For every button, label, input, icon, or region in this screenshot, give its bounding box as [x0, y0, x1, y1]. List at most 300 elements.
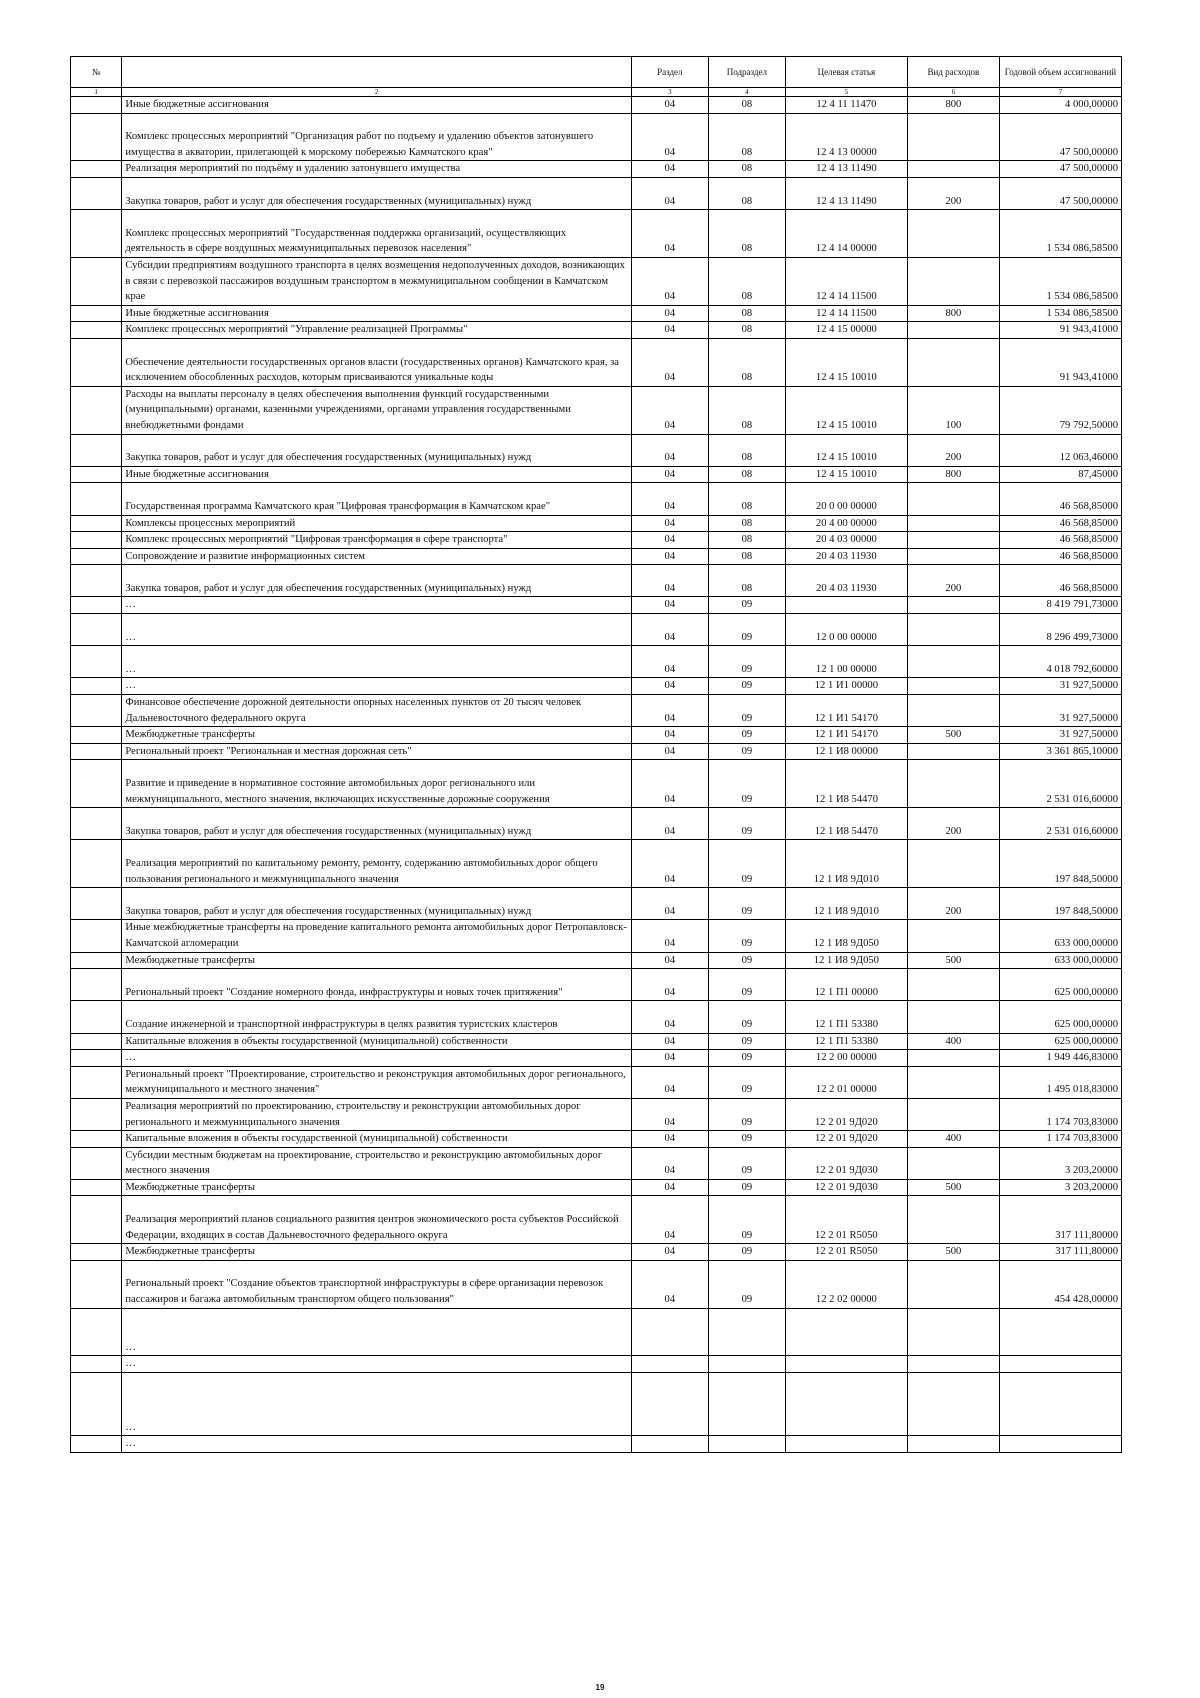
row-razdel: 04: [631, 1001, 708, 1033]
row-target-article: 12 4 15 10010: [785, 466, 907, 483]
row-amount: 1 174 703,83000: [999, 1098, 1121, 1130]
row-number: [71, 434, 122, 466]
row-razdel: 04: [631, 614, 708, 646]
row-amount: 1 949 446,83000: [999, 1050, 1121, 1067]
row-podrazdel: 08: [708, 466, 785, 483]
row-podrazdel: 09: [708, 760, 785, 808]
row-podrazdel: 09: [708, 808, 785, 840]
table-row: [71, 760, 1122, 808]
row-number: [71, 760, 122, 808]
table-body: [71, 97, 1122, 1453]
row-razdel: 04: [631, 97, 708, 114]
table-row: [71, 1244, 1122, 1261]
row-amount: 1 174 703,83000: [999, 1131, 1121, 1148]
row-expense-type: [907, 161, 999, 178]
row-target-article: 12 1 И8 9Д010: [785, 888, 907, 920]
row-expense-type: [907, 1050, 999, 1067]
row-name: …: [122, 1308, 631, 1356]
row-name: Межбюджетные трансферты: [122, 952, 631, 969]
row-expense-type: 800: [907, 305, 999, 322]
row-razdel: 04: [631, 695, 708, 727]
row-expense-type: [907, 969, 999, 1001]
table-row: [71, 614, 1122, 646]
row-amount: [999, 1308, 1121, 1356]
row-expense-type: 500: [907, 727, 999, 744]
row-name: Обеспечение деятельности государственных органов власти (государственных органов) Камчатского края, за исключением обособленных расходов, которым присваиваются уникальные коды: [122, 338, 631, 386]
row-podrazdel: 09: [708, 743, 785, 760]
row-target-article: 12 4 15 00000: [785, 322, 907, 339]
budget-table: [70, 56, 1122, 1453]
row-expense-type: 100: [907, 386, 999, 434]
row-amount: 454 428,00000: [999, 1260, 1121, 1308]
row-number: [71, 1196, 122, 1244]
row-podrazdel: 08: [708, 515, 785, 532]
row-name: …: [122, 1373, 631, 1436]
table-row: [71, 888, 1122, 920]
row-amount: 633 000,00000: [999, 952, 1121, 969]
row-target-article: 12 2 01 9Д020: [785, 1098, 907, 1130]
row-razdel: 04: [631, 532, 708, 549]
table-row: [71, 210, 1122, 258]
row-number: [71, 1373, 122, 1436]
row-razdel: 04: [631, 1131, 708, 1148]
row-target-article: 20 4 03 11930: [785, 548, 907, 565]
row-target-article: 12 1 И8 00000: [785, 743, 907, 760]
row-amount: 317 111,80000: [999, 1196, 1121, 1244]
row-expense-type: [907, 597, 999, 614]
row-expense-type: [907, 743, 999, 760]
row-amount: 46 568,85000: [999, 515, 1121, 532]
row-number: [71, 952, 122, 969]
row-podrazdel: 09: [708, 1050, 785, 1067]
table-row: [71, 548, 1122, 565]
row-amount: 91 943,41000: [999, 322, 1121, 339]
row-amount: 3 361 865,10000: [999, 743, 1121, 760]
row-amount: 2 531 016,60000: [999, 808, 1121, 840]
row-amount: [999, 1373, 1121, 1436]
row-target-article: 12 4 13 11490: [785, 161, 907, 178]
row-amount: 1 534 086,58500: [999, 305, 1121, 322]
row-name: …: [122, 597, 631, 614]
row-podrazdel: 09: [708, 969, 785, 1001]
row-number: [71, 113, 122, 161]
row-podrazdel: 09: [708, 1196, 785, 1244]
row-number: [71, 565, 122, 597]
row-amount: 625 000,00000: [999, 969, 1121, 1001]
row-expense-type: [907, 840, 999, 888]
table-row: [71, 565, 1122, 597]
table-row: [71, 532, 1122, 549]
row-podrazdel: 08: [708, 113, 785, 161]
row-podrazdel: [708, 1436, 785, 1453]
row-target-article: 12 2 01 R5050: [785, 1196, 907, 1244]
row-amount: 625 000,00000: [999, 1001, 1121, 1033]
row-name: Субсидии предприятиям воздушного транспорта в целях возмещения недополученных доходов, возникающих в связи с перевозкой пассажиров воздушным транспортом в межмуниципальном сообщении в Камчатском крае: [122, 257, 631, 305]
row-razdel: [631, 1356, 708, 1373]
row-expense-type: [907, 1066, 999, 1098]
table-row: [71, 1308, 1122, 1356]
row-razdel: 04: [631, 322, 708, 339]
header-podrazdel: Подраздел: [708, 57, 785, 88]
row-podrazdel: 08: [708, 386, 785, 434]
row-expense-type: 800: [907, 97, 999, 114]
row-number: [71, 1356, 122, 1373]
row-podrazdel: 08: [708, 97, 785, 114]
row-expense-type: [907, 322, 999, 339]
row-number: [71, 386, 122, 434]
row-podrazdel: [708, 1356, 785, 1373]
table-row: [71, 1066, 1122, 1098]
row-podrazdel: 08: [708, 565, 785, 597]
row-expense-type: [907, 1098, 999, 1130]
row-target-article: 12 1 И8 9Д010: [785, 840, 907, 888]
row-target-article: [785, 1308, 907, 1356]
table-row: [71, 483, 1122, 515]
row-expense-type: 400: [907, 1033, 999, 1050]
row-expense-type: 200: [907, 888, 999, 920]
column-index: 6: [907, 88, 999, 97]
row-name: Комплекс процессных мероприятий "Организация работ по подъему и удалению объектов затонувшего имущества в акватории, прилегающей к морскому побережью Камчатского края": [122, 113, 631, 161]
row-podrazdel: 09: [708, 614, 785, 646]
row-number: [71, 727, 122, 744]
row-razdel: [631, 1373, 708, 1436]
row-number: [71, 840, 122, 888]
row-target-article: 12 2 02 00000: [785, 1260, 907, 1308]
row-number: [71, 338, 122, 386]
row-target-article: 20 4 03 00000: [785, 532, 907, 549]
row-number: [71, 1033, 122, 1050]
row-razdel: 04: [631, 969, 708, 1001]
row-expense-type: [907, 646, 999, 678]
row-name: Комплекс процессных мероприятий "Управление реализацией Программы": [122, 322, 631, 339]
row-expense-type: [907, 338, 999, 386]
row-razdel: 04: [631, 727, 708, 744]
row-name: Закупка товаров, работ и услуг для обеспечения государственных (муниципальных) нужд: [122, 434, 631, 466]
row-name: Закупка товаров, работ и услуг для обеспечения государственных (муниципальных) нужд: [122, 808, 631, 840]
table-row: [71, 743, 1122, 760]
row-name: …: [122, 1436, 631, 1453]
row-amount: 3 203,20000: [999, 1147, 1121, 1179]
row-name: Региональный проект "Проектирование, строительство и реконструкция автомобильных дорог регионального, межмуниципального и местного значения": [122, 1066, 631, 1098]
column-index: 5: [785, 88, 907, 97]
row-amount: [999, 1436, 1121, 1453]
row-expense-type: [907, 1196, 999, 1244]
column-index-row: [71, 88, 1122, 97]
row-razdel: 04: [631, 515, 708, 532]
row-expense-type: [907, 1147, 999, 1179]
row-amount: 197 848,50000: [999, 840, 1121, 888]
row-name: Реализация мероприятий по подъёму и удалению затонувшего имущества: [122, 161, 631, 178]
table-row: [71, 1356, 1122, 1373]
table-row: [71, 920, 1122, 952]
row-razdel: 04: [631, 597, 708, 614]
table-row: [71, 1373, 1122, 1436]
row-amount: 87,45000: [999, 466, 1121, 483]
row-number: [71, 1308, 122, 1356]
row-target-article: 12 4 13 11490: [785, 177, 907, 209]
row-expense-type: [907, 1001, 999, 1033]
row-amount: 625 000,00000: [999, 1033, 1121, 1050]
row-target-article: 20 0 00 00000: [785, 483, 907, 515]
row-amount: 1 495 018,83000: [999, 1066, 1121, 1098]
table-row: [71, 1196, 1122, 1244]
row-razdel: 04: [631, 743, 708, 760]
row-razdel: 04: [631, 888, 708, 920]
row-name: Субсидии местным бюджетам на проектирование, строительство и реконструкцию автомобильных дорог местного значения: [122, 1147, 631, 1179]
row-podrazdel: 08: [708, 338, 785, 386]
table-row: [71, 678, 1122, 695]
row-amount: 46 568,85000: [999, 483, 1121, 515]
row-podrazdel: 09: [708, 646, 785, 678]
row-name: Иные бюджетные ассигнования: [122, 305, 631, 322]
row-podrazdel: 09: [708, 920, 785, 952]
row-razdel: 04: [631, 210, 708, 258]
column-index: 4: [708, 88, 785, 97]
row-podrazdel: 09: [708, 695, 785, 727]
row-name: Закупка товаров, работ и услуг для обеспечения государственных (муниципальных) нужд: [122, 888, 631, 920]
row-number: [71, 597, 122, 614]
row-razdel: 04: [631, 305, 708, 322]
row-amount: 31 927,50000: [999, 678, 1121, 695]
row-target-article: 12 2 01 00000: [785, 1066, 907, 1098]
row-number: [71, 257, 122, 305]
row-expense-type: [907, 548, 999, 565]
row-amount: 1 534 086,58500: [999, 257, 1121, 305]
row-expense-type: [907, 1436, 999, 1453]
row-razdel: 04: [631, 257, 708, 305]
row-target-article: 12 1 И1 54170: [785, 695, 907, 727]
page-number: 19: [595, 1683, 605, 1692]
row-name: Закупка товаров, работ и услуг для обеспечения государственных (муниципальных) нужд: [122, 177, 631, 209]
row-podrazdel: 09: [708, 1260, 785, 1308]
table-row: [71, 515, 1122, 532]
row-razdel: 04: [631, 1098, 708, 1130]
row-target-article: 12 1 П1 53380: [785, 1001, 907, 1033]
row-amount: 46 568,85000: [999, 548, 1121, 565]
row-target-article: 12 2 01 9Д030: [785, 1147, 907, 1179]
row-podrazdel: 08: [708, 210, 785, 258]
table-row: [71, 113, 1122, 161]
row-name: …: [122, 614, 631, 646]
row-expense-type: 500: [907, 1244, 999, 1261]
row-podrazdel: 09: [708, 1098, 785, 1130]
header-annual-amount: Годовой объем ассигнований: [999, 57, 1121, 88]
row-expense-type: [907, 1260, 999, 1308]
row-amount: 1 534 086,58500: [999, 210, 1121, 258]
table-row: [71, 434, 1122, 466]
row-target-article: 12 1 00 00000: [785, 646, 907, 678]
row-name: Комплекс процессных мероприятий "Цифровая трансформация в сфере транспорта": [122, 532, 631, 549]
row-target-article: 20 4 03 11930: [785, 565, 907, 597]
row-expense-type: [907, 678, 999, 695]
row-razdel: 04: [631, 1244, 708, 1261]
budget-table-sheet: [70, 56, 1122, 1453]
row-razdel: 04: [631, 1260, 708, 1308]
row-expense-type: [907, 210, 999, 258]
row-amount: 4 018 792,60000: [999, 646, 1121, 678]
row-expense-type: [907, 515, 999, 532]
row-name: Капитальные вложения в объекты государственной (муниципальной) собственности: [122, 1131, 631, 1148]
row-amount: 46 568,85000: [999, 532, 1121, 549]
row-number: [71, 969, 122, 1001]
row-target-article: 12 1 И8 54470: [785, 760, 907, 808]
row-target-article: [785, 1373, 907, 1436]
row-razdel: 04: [631, 808, 708, 840]
row-podrazdel: 08: [708, 532, 785, 549]
row-amount: 91 943,41000: [999, 338, 1121, 386]
row-target-article: 12 0 00 00000: [785, 614, 907, 646]
row-number: [71, 1260, 122, 1308]
table-row: [71, 727, 1122, 744]
table-row: [71, 177, 1122, 209]
row-target-article: 12 1 И8 9Д050: [785, 920, 907, 952]
row-razdel: 04: [631, 1147, 708, 1179]
row-number: [71, 161, 122, 178]
row-number: [71, 646, 122, 678]
row-expense-type: [907, 1308, 999, 1356]
table-row: [71, 161, 1122, 178]
row-razdel: 04: [631, 952, 708, 969]
row-target-article: [785, 597, 907, 614]
row-amount: 31 927,50000: [999, 727, 1121, 744]
row-expense-type: 200: [907, 565, 999, 597]
row-name: Иные бюджетные ассигнования: [122, 466, 631, 483]
row-amount: [999, 1356, 1121, 1373]
row-podrazdel: 09: [708, 1131, 785, 1148]
row-number: [71, 1001, 122, 1033]
row-name: Иные бюджетные ассигнования: [122, 97, 631, 114]
row-number: [71, 210, 122, 258]
row-number: [71, 678, 122, 695]
row-name: Региональный проект "Региональная и местная дорожная сеть": [122, 743, 631, 760]
row-expense-type: [907, 920, 999, 952]
row-number: [71, 808, 122, 840]
row-number: [71, 1436, 122, 1453]
row-razdel: 04: [631, 678, 708, 695]
row-podrazdel: 08: [708, 434, 785, 466]
column-index: 3: [631, 88, 708, 97]
row-expense-type: 800: [907, 466, 999, 483]
row-podrazdel: [708, 1373, 785, 1436]
table-row: [71, 1131, 1122, 1148]
row-podrazdel: 09: [708, 727, 785, 744]
row-target-article: 12 1 П1 53380: [785, 1033, 907, 1050]
row-target-article: 12 1 П1 00000: [785, 969, 907, 1001]
row-expense-type: 400: [907, 1131, 999, 1148]
row-expense-type: [907, 1356, 999, 1373]
row-podrazdel: 08: [708, 483, 785, 515]
table-row: [71, 257, 1122, 305]
row-number: [71, 1147, 122, 1179]
row-podrazdel: 08: [708, 305, 785, 322]
row-target-article: 12 4 11 11470: [785, 97, 907, 114]
table-row: [71, 1147, 1122, 1179]
table-row: [71, 1033, 1122, 1050]
row-number: [71, 743, 122, 760]
row-razdel: 04: [631, 1196, 708, 1244]
row-number: [71, 1066, 122, 1098]
row-amount: 317 111,80000: [999, 1244, 1121, 1261]
row-expense-type: 200: [907, 177, 999, 209]
row-podrazdel: 08: [708, 257, 785, 305]
row-target-article: 12 4 13 00000: [785, 113, 907, 161]
row-razdel: 04: [631, 840, 708, 888]
row-number: [71, 920, 122, 952]
row-name: Межбюджетные трансферты: [122, 1179, 631, 1196]
row-target-article: [785, 1436, 907, 1453]
table-row: [71, 952, 1122, 969]
row-expense-type: [907, 614, 999, 646]
row-amount: 4 000,00000: [999, 97, 1121, 114]
row-expense-type: [907, 532, 999, 549]
row-podrazdel: 08: [708, 177, 785, 209]
row-target-article: 12 2 00 00000: [785, 1050, 907, 1067]
row-razdel: 04: [631, 1033, 708, 1050]
row-amount: 79 792,50000: [999, 386, 1121, 434]
row-amount: 8 296 499,73000: [999, 614, 1121, 646]
row-expense-type: 200: [907, 808, 999, 840]
table-row: [71, 808, 1122, 840]
table-row: [71, 338, 1122, 386]
row-number: [71, 305, 122, 322]
row-name: Комплекс процессных мероприятий "Государственная поддержка организаций, осуществляющих деятельность в сфере воздушных межмуниципальных перевозок населения": [122, 210, 631, 258]
row-podrazdel: 09: [708, 678, 785, 695]
row-razdel: 04: [631, 565, 708, 597]
row-expense-type: [907, 695, 999, 727]
row-expense-type: [907, 483, 999, 515]
row-number: [71, 1179, 122, 1196]
row-podrazdel: 09: [708, 952, 785, 969]
row-number: [71, 322, 122, 339]
header-target-article: Целевая статья: [785, 57, 907, 88]
row-number: [71, 888, 122, 920]
table-row: [71, 97, 1122, 114]
row-number: [71, 695, 122, 727]
row-podrazdel: 09: [708, 597, 785, 614]
row-target-article: 12 4 15 10010: [785, 386, 907, 434]
row-razdel: 04: [631, 177, 708, 209]
row-name: Закупка товаров, работ и услуг для обеспечения государственных (муниципальных) нужд: [122, 565, 631, 597]
column-index: 2: [122, 88, 631, 97]
row-razdel: 04: [631, 161, 708, 178]
row-number: [71, 97, 122, 114]
row-razdel: 04: [631, 483, 708, 515]
row-razdel: 04: [631, 760, 708, 808]
row-podrazdel: 09: [708, 1001, 785, 1033]
table-row: [71, 1001, 1122, 1033]
row-target-article: 12 1 И1 54170: [785, 727, 907, 744]
row-target-article: 12 2 01 9Д030: [785, 1179, 907, 1196]
row-number: [71, 1244, 122, 1261]
table-row: [71, 695, 1122, 727]
column-index: 1: [71, 88, 122, 97]
row-expense-type: [907, 760, 999, 808]
row-razdel: 04: [631, 548, 708, 565]
row-razdel: 04: [631, 1179, 708, 1196]
row-name: Создание инженерной и транспортной инфраструктуры в целях развития туристских кластеров: [122, 1001, 631, 1033]
row-number: [71, 532, 122, 549]
row-razdel: 04: [631, 113, 708, 161]
row-podrazdel: 09: [708, 1066, 785, 1098]
table-row: [71, 1436, 1122, 1453]
row-razdel: 04: [631, 920, 708, 952]
row-razdel: 04: [631, 646, 708, 678]
row-target-article: 12 2 01 9Д020: [785, 1131, 907, 1148]
row-amount: 12 063,46000: [999, 434, 1121, 466]
row-target-article: 12 4 14 11500: [785, 305, 907, 322]
row-podrazdel: 09: [708, 1244, 785, 1261]
row-target-article: 12 1 И8 9Д050: [785, 952, 907, 969]
